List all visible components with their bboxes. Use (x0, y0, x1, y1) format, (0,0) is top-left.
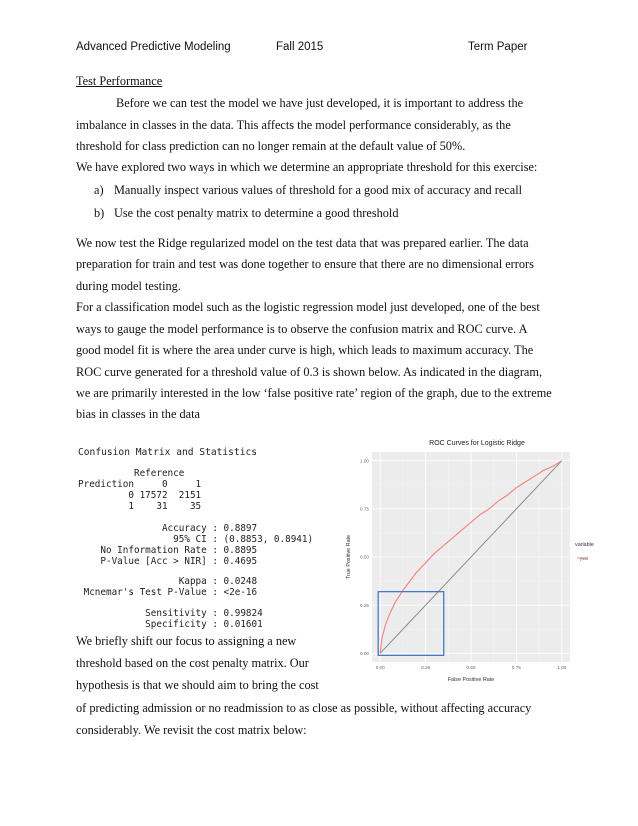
x-tick-label: 0.50 (466, 665, 476, 670)
console-line: Accuracy : 0.8897 (78, 523, 258, 534)
x-axis-label: False Positive Rate (447, 677, 495, 683)
console-line: Reference (78, 468, 185, 479)
header-course: Advanced Predictive Modeling (76, 41, 231, 53)
y-tick-label: 0.75 (360, 506, 369, 512)
x-tick-label: 0.25 (421, 665, 431, 670)
console-line: 1 31 35 (78, 501, 202, 512)
console-line: 95% CI : (0.8853, 0.8941) (78, 534, 314, 545)
intro-line: imbalance in classes in the data. This affects the model performance considerably, as the (76, 118, 511, 132)
y-tick-label: 0.00 (360, 650, 369, 656)
console-line: Prediction 0 1 (78, 479, 202, 490)
test-line: For a classification model such as the logistic regression model just developed, one of the best (76, 300, 540, 314)
console-line: No Information Rate : 0.8895 (78, 545, 258, 556)
list-item: Manually inspect various values of threshold for a good mix of accuracy and recall (114, 183, 523, 197)
list-item-marker: b) (94, 206, 105, 220)
legend-title: variable (575, 542, 594, 548)
test-line: we are primarily interested in the low ‘false positive rate’ region of the graph, due to the extreme (76, 386, 552, 400)
test-line: ways to gauge the model performance is to observe the confusion matrix and ROC curve. A (76, 322, 528, 336)
confusion-title: Confusion Matrix and Statistics (78, 447, 258, 458)
console-line: Specificity : 0.01601 (78, 619, 263, 630)
intro-line: We have explored two ways in which we determine an appropriate threshold for this exercise: (76, 160, 538, 174)
intro-line: threshold for class prediction can no longer remain at the default value of 50%. (76, 139, 466, 153)
x-tick-label: 0.75 (511, 665, 521, 670)
cost-line: hypothesis is that we should aim to bring the cost (76, 678, 319, 692)
test-line: good model fit is where the area under curve is high, which leads to maximum accuracy. The (76, 343, 534, 357)
console-line: Kappa : 0.0248 (78, 576, 258, 587)
y-axis-label: True Positive Rate (346, 534, 352, 580)
header-term: Fall 2015 (276, 41, 324, 53)
test-line: ROC curve generated for a threshold value of 0.3 is shown below. As indicated in the diagram, (76, 365, 543, 379)
chart-title: ROC Curves for Logistic Ridge (429, 440, 525, 447)
legend-entry: yval (579, 556, 588, 561)
test-line: preparation for train and test was done together to ensure that there are no dimensional errors (76, 257, 534, 271)
roc-chart (330, 432, 592, 684)
x-tick-label: 1.00 (557, 665, 567, 670)
y-tick-label: 1.00 (360, 458, 369, 464)
test-line: We now test the Ridge regularized model on the test data that was prepared earlier. The data (76, 236, 529, 250)
console-line: Mcnemar's Test P-Value : <2e-16 (78, 587, 258, 598)
list-item: Use the cost penalty matrix to determine a good threshold (114, 206, 399, 220)
list-item-marker: a) (94, 183, 104, 197)
intro-line: Before we can test the model we have just developed, it is important to address the (116, 96, 524, 110)
console-line: Sensitivity : 0.99824 (78, 608, 263, 619)
header-doc-type: Term Paper (468, 41, 528, 53)
section-title: Test Performance (76, 74, 163, 88)
cost-line: of predicting admission or no readmission to as close as possible, without affecting accuracy (76, 701, 532, 715)
cost-line: considerably. We revisit the cost matrix below: (76, 723, 307, 737)
test-line: during model testing. (76, 279, 181, 293)
cost-line: We briefly shift our focus to assigning a new (76, 634, 297, 648)
x-tick-label: 0.00 (375, 665, 385, 670)
console-line: 0 17572 2151 (78, 490, 202, 501)
y-tick-label: 0.50 (360, 554, 369, 560)
console-line: P-Value [Acc > NIR] : 0.4695 (78, 556, 258, 567)
test-line: bias in classes in the data (76, 407, 200, 421)
cost-line: threshold based on the cost penalty matrix. Our (76, 656, 309, 670)
y-tick-label: 0.25 (360, 602, 369, 608)
